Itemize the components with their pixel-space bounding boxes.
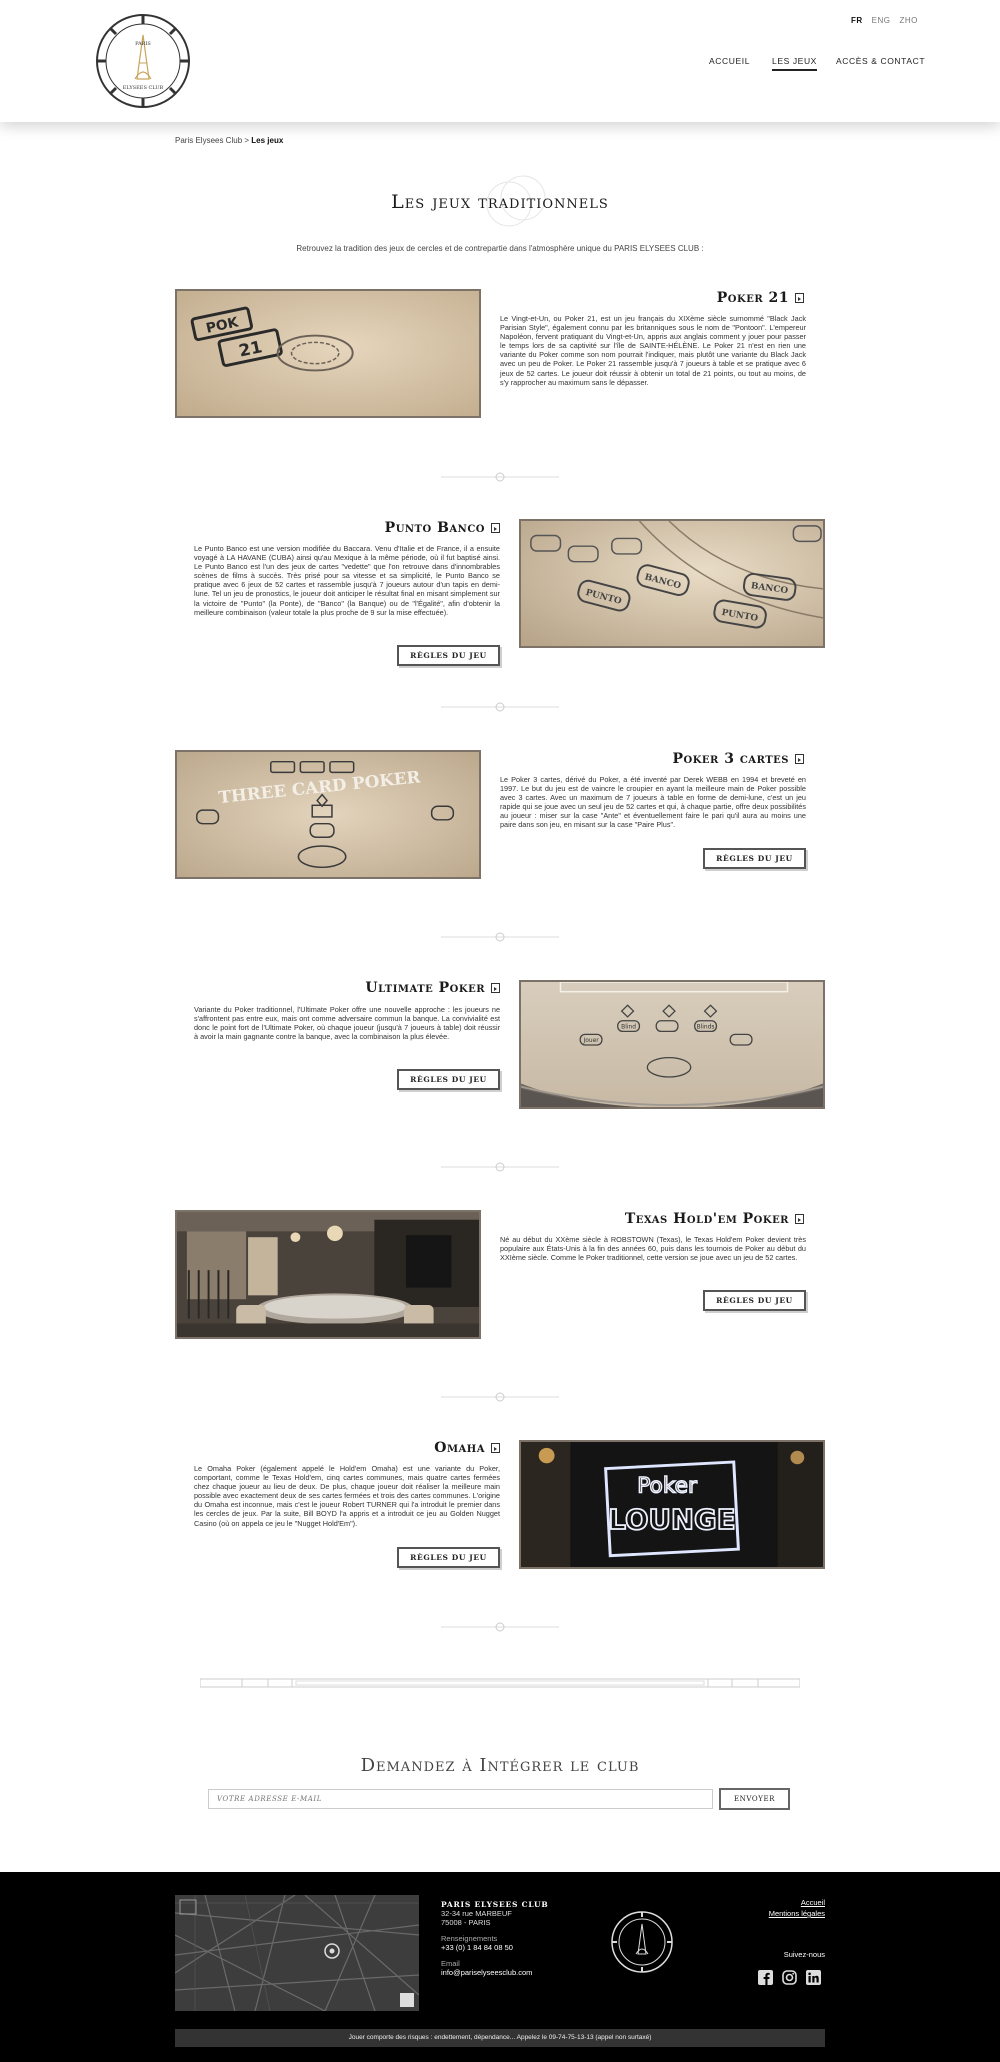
section-divider <box>441 700 559 714</box>
footer-contact <box>441 1900 549 1977</box>
breadcrumb-home[interactable]: Paris Elysees Club <box>175 136 243 145</box>
texas-holdem-title <box>625 1211 804 1227</box>
footer-logo <box>610 1910 674 1974</box>
breadcrumb-current: Les jeux <box>251 136 284 145</box>
section-divider <box>441 1620 559 1634</box>
linkedin-icon[interactable] <box>806 1970 821 1985</box>
lang-eng[interactable]: ENG <box>871 16 891 25</box>
poker21-description: Le Vingt-et-Un, ou Poker 21, est un jeu français du XIXème siècle surnommé "Black Jack Parisian Style", également connu par les britanniques sous le nom de "Pontoon". L'empereur Napoléon, fervent pratiquant du Vingt-et-Un, appris aux anglais comment y jouer pour passer le temps lors de sa captivité sur l'île de SAINTE-HÉLÈNE. Le Poker 21 n'est en rien une variante du Poker comme son nom pourrait l'indiquer, mais plutôt une variante du Black Jack avec un peu de Poker. Le Poker 21 rassemble jusqu'à 7 joueurs à table et se pratique avec 6 jeux de 52 cartes. Le joueur doit réussir à obtenir un total de 21 points, ou tout au moins, de s'y rapprocher au maximum sans le dépasser. <box>500 314 806 387</box>
omaha-label-poker: Poker <box>637 1473 697 1499</box>
punto-banco-title <box>385 520 500 536</box>
decorative-band <box>200 1677 800 1689</box>
social-links <box>758 1970 821 1985</box>
lang-fr[interactable]: FR <box>851 16 863 25</box>
expand-icon[interactable] <box>491 983 500 993</box>
newsletter-email-input[interactable] <box>208 1789 713 1809</box>
poker3-rules-button[interactable]: RÈGLES DU JEU <box>703 848 806 869</box>
omaha-rules-button[interactable]: RÈGLES DU JEU <box>397 1547 500 1568</box>
punto-label-2: PUNTO <box>720 607 759 624</box>
poker21-label-pok: POK <box>204 314 240 337</box>
poker21-label-21: 21 <box>237 337 264 361</box>
banco-label-1: BANCO <box>643 572 682 592</box>
breadcrumb <box>175 136 283 145</box>
section-divider <box>441 470 559 484</box>
poker21-title <box>717 290 804 306</box>
punto-banco-rules-button[interactable]: RÈGLES DU JEU <box>397 645 500 666</box>
ultimate-label-blinds: Blinds <box>696 1024 715 1031</box>
section-divider <box>441 930 559 944</box>
poker3-image <box>175 750 481 879</box>
footer-email[interactable]: info@pariselyseesclub.com <box>441 1968 533 1977</box>
texas-holdem-image <box>175 1210 481 1339</box>
footer-phone[interactable]: +33 (0) 1 84 84 08 50 <box>441 1943 513 1952</box>
ultimate-poker-image <box>519 980 825 1109</box>
punto-label-1: PUNTO <box>584 587 623 607</box>
instagram-icon[interactable] <box>782 1970 797 1985</box>
page-intro: Retrouvez la tradition des jeux de cercles et de contrepartie dans l'atmosphère unique du PARIS ELYSEES CLUB : <box>296 244 704 253</box>
omaha-description: Le Omaha Poker (également appelé le Hold'em Omaha) est une variante du Poker, comportant, comme le Texas Hold'em, cinq cartes communes, mais quatre cartes fermées chez chaque joueur au lieu de deux. De plus, chaque joueur doit réaliser la meilleure main possible avec exactement deux de ses cartes fermées et trois des cartes communes. L'origine du Omaha est inconnue, mais c'est le joueur Robert TURNER qui l'a introduit le premier dans les cercles de jeux. Par la suite, Bill BOYD l'a appris et a introduit ce jeu au Golden Nugget Casino (où on appela ce jeu le "Nugget Hold'Em"). <box>194 1464 500 1528</box>
follow-us-label: Suivez-nous <box>783 1950 825 1959</box>
newsletter-send-button[interactable]: ENVOYER <box>719 1788 790 1810</box>
language-switcher <box>851 16 927 25</box>
footer-club-name: PARIS ELYSEES CLUB <box>441 1900 549 1909</box>
ultimate-poker-rules-button[interactable]: RÈGLES DU JEU <box>397 1069 500 1090</box>
section-divider <box>441 1390 559 1404</box>
logo-text-top: PARIS <box>135 41 151 47</box>
ultimate-label-blind: Blind <box>621 1024 637 1031</box>
expand-icon[interactable] <box>795 293 804 303</box>
omaha-label-lounge: LOUNGE <box>608 1505 736 1537</box>
omaha-image <box>519 1440 825 1569</box>
club-logo[interactable] <box>95 13 191 109</box>
ultimate-poker-title-text: Ultimate Poker <box>365 980 485 996</box>
footer-phone-label: Renseignements <box>441 1934 498 1943</box>
location-map[interactable] <box>175 1895 419 2011</box>
page-title: Les jeux traditionnels <box>391 191 609 213</box>
texas-holdem-title-text: Texas Hold'em Poker <box>624 1211 789 1227</box>
breadcrumb-separator: > <box>244 136 250 145</box>
punto-banco-title-text: Punto Banco <box>384 520 485 536</box>
poker3-title-text: Poker 3 cartes <box>672 751 789 767</box>
lang-zho[interactable]: ZHO <box>899 16 918 25</box>
poker3-title <box>673 751 805 767</box>
site-header <box>0 0 1000 122</box>
poker21-title-text: Poker 21 <box>716 290 789 306</box>
punto-banco-description: Le Punto Banco est une version modifiée du Baccara. Venu d'Italie et de France, il a ensuite voyagé à LA HAVANE (CUBA) ainsi qu'au Mexique à la même période, où il fut baptisé ainsi. Le Punto Banco est l'un des jeux de cartes "vedette" que l'on retrouve dans d'innombrables scènes de films à succès. Très prisé pour sa vitesse et sa simplicité, le Punto Banco se pratique avec 6 jeux de 52 cartes et rassemble jusqu'à 7 joueurs autour d'un tapis en demi-lune. Tel un jeu de pronostics, le joueur doit anticiper le résultat final en misant simplement sur la victoire de "Punto" (la Ponte), de "Banco" (la Banque) ou de "l'Égalité", afin d'obtenir la meilleure combinaison (valeur totale la plus proche de 9 sur la mise effectuée). <box>194 544 500 617</box>
three-card-poker-label: THREE CARD POKER <box>217 766 422 808</box>
banco-label-2: BANCO <box>750 581 789 597</box>
expand-icon[interactable] <box>795 754 804 764</box>
expand-icon[interactable] <box>491 523 500 533</box>
texas-holdem-rules-button[interactable]: RÈGLES DU JEU <box>703 1290 806 1311</box>
footer-address-2: 75008 - PARIS <box>441 1918 491 1927</box>
join-club-title: Demandez à Intégrer le club <box>360 1755 640 1776</box>
footer-email-label: Email <box>441 1959 460 1968</box>
omaha-title <box>434 1440 500 1456</box>
gambling-warning: Jouer comporte des risques : endettement, dépendance... Appelez le 09-74-75-13-13 (appel non surtaxé) <box>175 2029 825 2047</box>
footer-link-legal[interactable]: Mentions légales <box>768 1909 825 1918</box>
texas-holdem-description: Né au début du XXème siècle à ROBSTOWN (Texas), le Texas Hold'em Poker devient très populaire aux États-Unis à la fin des années 60, puis dans les tournois de Poker au début du XXIème siècle. Comme le Poker traditionnel, cette version se joue avec un jeu de 52 cartes. <box>500 1235 806 1263</box>
nav-home[interactable]: ACCUEIL <box>709 56 751 66</box>
nav-games[interactable]: LES JEUX <box>772 56 817 71</box>
expand-icon[interactable] <box>795 1214 804 1224</box>
punto-banco-image <box>519 519 825 648</box>
omaha-title-text: Omaha <box>434 1440 485 1456</box>
site-footer <box>0 1872 1000 2062</box>
poker3-description: Le Poker 3 cartes, dérivé du Poker, a été inventé par Derek WEBB en 1994 et breveté en 1997. Le but du jeu est de vaincre le croupier en ayant la meilleure main de Poker possible avec 3 cartes. Avec un maximum de 7 joueurs à table en forme de demi-lune, c'est un jeu rapide qui se joue avec un seul jeu de 52 cartes et qui, à chaque partie, offre deux possibilités au joueur : miser sur la case "Ante" et éventuellement faire le pari qu'il aura au moins une paire dans son jeu, en misant sur la case "Paire Plus". <box>500 775 806 830</box>
poker21-image <box>175 289 481 418</box>
footer-address-1: 32-34 rue MARBEUF <box>441 1909 512 1918</box>
ultimate-poker-description: Variante du Poker traditionnel, l'Ultimate Poker offre une nouvelle approche : les joueurs ne s'affrontent pas entre eux, mais ont comme adversaire commun la banque. La convivialité est donc le point fort de l'Ultimate Poker, où chaque joueur (jusqu'à 7 joueurs à table) doit réussir à avoir la main gagnante contre la banque, avec la combinaison la plus élevée. <box>194 1005 500 1042</box>
facebook-icon[interactable] <box>758 1970 773 1985</box>
ultimate-label-jouer: Jouer <box>583 1038 599 1045</box>
logo-text-bottom: ELYSEES CLUB <box>122 85 164 91</box>
expand-icon[interactable] <box>491 1443 500 1453</box>
footer-links <box>769 1897 825 1919</box>
ultimate-poker-title <box>365 980 500 996</box>
nav-contact[interactable]: ACCÈS & CONTACT <box>836 56 926 66</box>
footer-link-home[interactable]: Accueil <box>800 1898 825 1907</box>
section-divider <box>441 1160 559 1174</box>
